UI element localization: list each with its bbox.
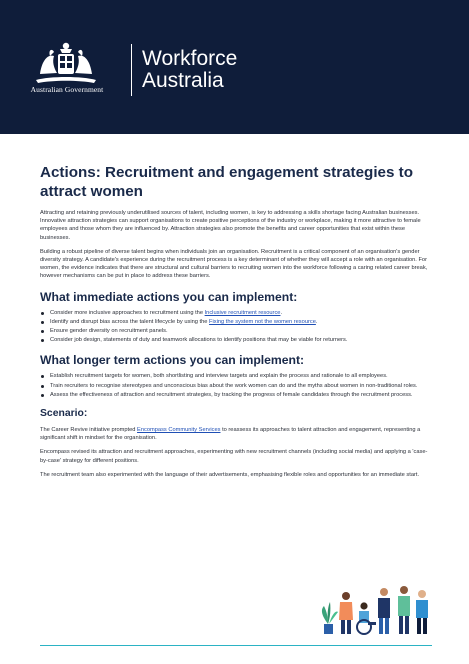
list-item: Establish recruitment targets for women, both shortlisting and interview targets and explain the process and rationale to all employees. bbox=[40, 372, 432, 380]
diverse-workers-illustration bbox=[318, 580, 434, 636]
list-item: Identify and disrupt bias across the talent lifecycle by using the Fixing the system not the women resource. bbox=[40, 318, 432, 326]
page-title: Actions: Recruitment and engagement strategies to attract women bbox=[40, 164, 414, 200]
longer-term-actions-heading: What longer term actions you can implement: bbox=[40, 353, 305, 368]
workforce-australia-brand bbox=[142, 48, 342, 92]
page-header bbox=[0, 0, 469, 134]
header-divider bbox=[131, 44, 132, 96]
plant-icon bbox=[322, 602, 338, 634]
scenario-heading: Scenario: bbox=[40, 408, 88, 420]
intro-paragraph-1: Attracting and retaining previously underutilised sources of talent, including women, is key to addressing a skills shortage facing Australian businesses. Innovative attraction strategies can support organisations to create positive perceptions of the industry or workplace, making it more attractive to female employees and those whom they are influenced by. Attraction strategies also promote the benefits and career opportunities that exist within these businesses. bbox=[40, 210, 421, 241]
coat-of-arms-logo bbox=[30, 40, 102, 90]
fixing-the-system-link[interactable]: Fixing the system not the women resource bbox=[209, 318, 316, 325]
australian-government-label: Australian Government bbox=[30, 85, 104, 94]
person-figure-3 bbox=[378, 588, 390, 634]
immediate-actions-heading: What immediate actions you can implement: bbox=[40, 289, 298, 304]
list-item: Consider job design, statements of duty and teamwork allocations to identify positions that may be viable for returners. bbox=[40, 336, 432, 344]
list-item: Consider more inclusive approaches to recruitment using the Inclusive recruitment resource. bbox=[40, 309, 432, 317]
wheelchair-user-figure bbox=[357, 602, 376, 634]
list-item: Ensure gender diversity on recruitment panels. bbox=[40, 327, 432, 335]
list-item: Assess the effectiveness of attraction and recruitment strategies, by tracking the progress of female candidates through the recruitment process. bbox=[40, 391, 432, 399]
immediate-actions-list bbox=[40, 309, 432, 345]
person-figure-5 bbox=[416, 590, 428, 634]
encompass-community-services-link[interactable]: Encompass Community Services bbox=[137, 427, 221, 434]
brand-line-2: Australia bbox=[142, 69, 224, 92]
scenario-paragraph-2: Encompass revised its attraction and recruitment approaches, experimenting with new recruitment channels (including social media) and applying a 'case-by-case' strategy for different positions. bbox=[40, 449, 428, 464]
footer-accent-line bbox=[40, 645, 432, 646]
brand-line-1: Workforce bbox=[142, 47, 238, 70]
person-figure-4 bbox=[398, 586, 410, 634]
person-figure-1 bbox=[339, 592, 353, 634]
inclusive-recruitment-link[interactable]: Inclusive recruitment resource bbox=[204, 309, 281, 316]
scenario-paragraph-1: The Career Revive initiative prompted Encompass Community Services to reassess its approaches to talent attraction and engagement, representing a significant shift in mindset for the organisation. bbox=[40, 427, 421, 442]
intro-paragraph-2: Building a robust pipeline of diverse talent begins when individuals join an organisation. Recruitment is a critical component of an organisation's gender diversity strategy. A candidate's experience during the recruitment process is a key determinant of whether they will accept a role with an organisation. For women, the evidence indicates that there are structural and cultural barriers to recruiting women into the workforce following a caring related career break, however mechanisms can be put in place to address these barriers. bbox=[40, 248, 428, 280]
scenario-paragraph-3: The recruitment team also experimented with the language of their advertisements, emphasising flexible roles and opportunities for an immediate start. bbox=[40, 471, 420, 478]
longer-term-actions-list bbox=[40, 372, 432, 399]
document-body bbox=[40, 163, 432, 485]
list-item: Train recruiters to recognise stereotypes and unconscious bias about the work women can do and the myths about women in non-traditional roles. bbox=[40, 382, 432, 390]
